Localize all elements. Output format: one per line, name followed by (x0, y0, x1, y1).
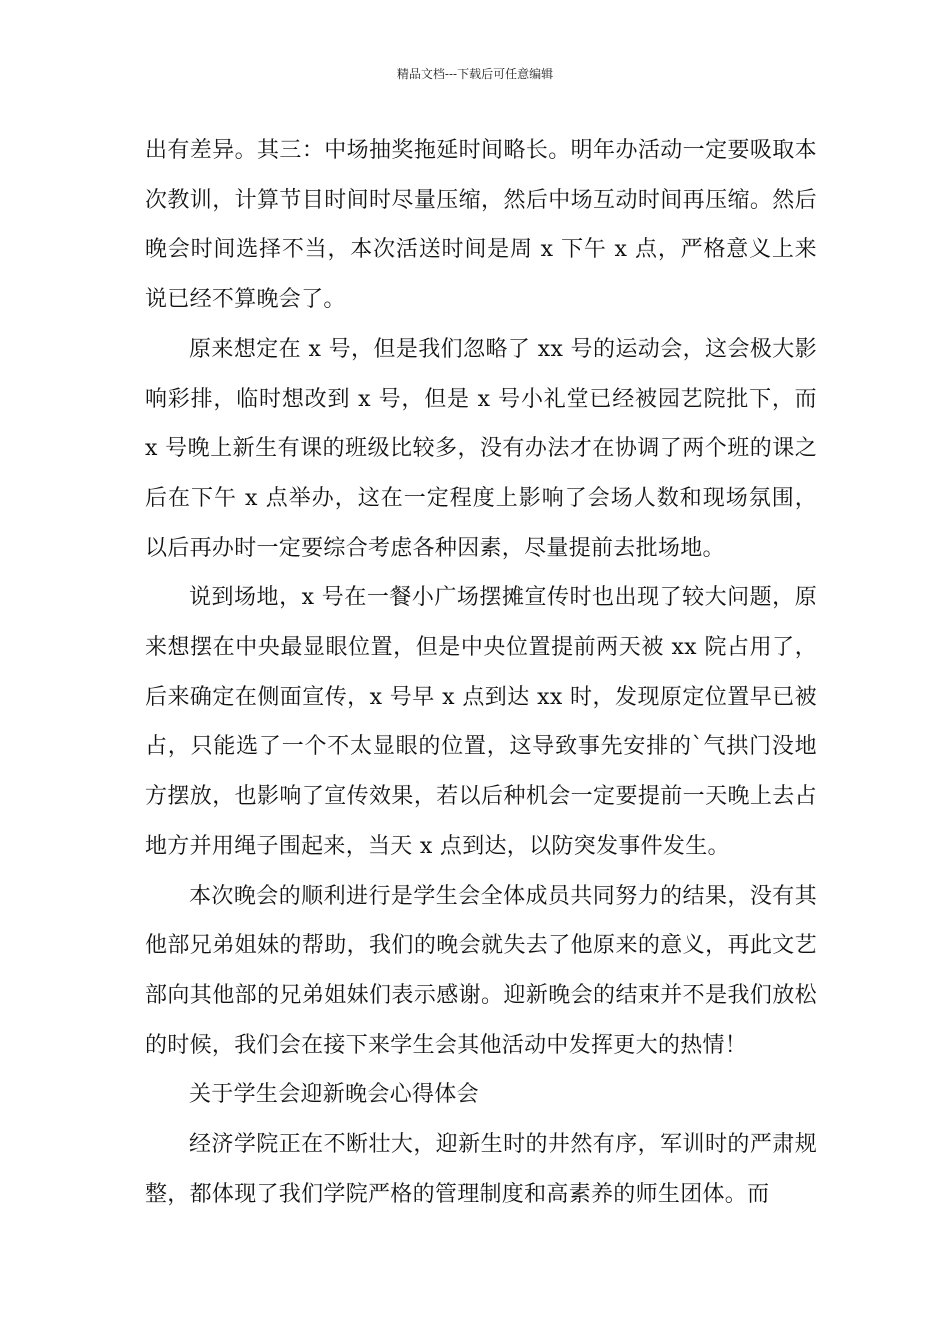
paragraph-venue: 说到场地，x 号在一餐小广场摆摊宣传时也出现了较大问题，原来想摆在中央最显眼位置，但是中央位置提前两天被 xx 院占用了，后来确定在侧面宣传，x 号早 x 点到达 xx 时，发现原定位置早已被占，只能选了一个不太显眼的位置，这导致事先安排的`气拱门没地方摆放，也影响了宣传效果，若以后种机会一定要提前一天晚上去占地方并用绳子围起来，当天 x 点到达，以防突发事件发生。 (145, 585, 817, 859)
document-body (145, 126, 817, 1219)
page-header: 精品文档---下载后可任意编辑 (396, 67, 554, 81)
paragraph-intro: 经济学院正在不断壮大，迎新生时的井然有序，军训时的严肃规整，都体现了我们学院严格的管理制度和高素养的师生团体。而 (145, 1132, 817, 1207)
paragraph-continued: 出有差异。其三：中场抽奖拖延时间略长。明年办活动一定要吸取本次教训，计算节目时间时尽量压缩，然后中场互动时间再压缩。然后晚会时间选择不当，本次活送时间是周 x 下午 x 点，严格意义上来说已经不算晚会了。 (145, 138, 817, 313)
section-title: 关于学生会迎新晚会心得体会 (189, 1082, 479, 1108)
paragraph-thanks: 本次晚会的顺利进行是学生会全体成员共同努力的结果，没有其他部兄弟姐妹的帮助，我们的晚会就失去了他原来的意义，再此文艺部向其他部的兄弟姐妹们表示感谢。迎新晚会的结束并不是我们放松的时候，我们会在接下来学生会其他活动中发挥更大的热情！ (145, 883, 817, 1058)
paragraph-schedule: 原来想定在 x 号，但是我们忽略了 xx 号的运动会，这会极大影响彩排，临时想改到 x 号，但是 x 号小礼堂已经被园艺院批下，而 x 号晚上新生有课的班级比较多，没有办法才在协调了两个班的课之后在下午 x 点举办，这在一定程度上影响了会场人数和现场氛围，以后再办时一定要综合考虑各种因素，尽量提前去批场地。 (145, 336, 817, 561)
